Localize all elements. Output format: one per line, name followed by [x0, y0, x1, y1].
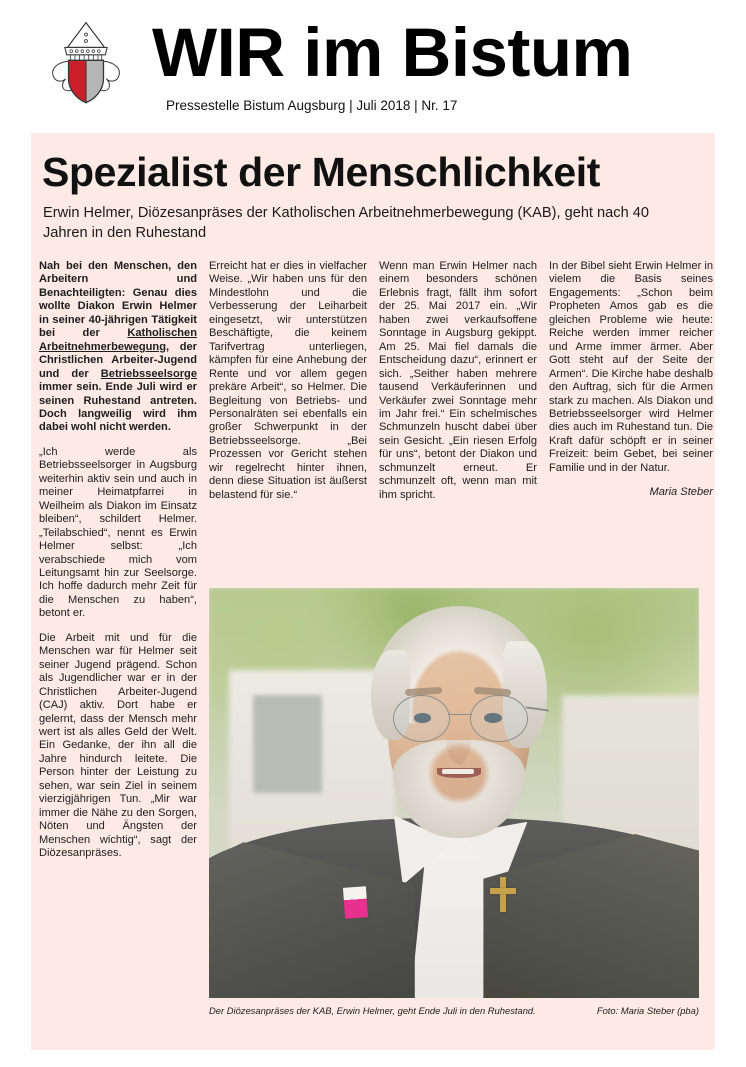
photo-caption: Der Diözesanpräses der KAB, Erwin Helmer, geht Ende Juli in den Ruhestand.	[209, 1004, 536, 1016]
masthead-title: WIR im Bistum	[152, 14, 633, 91]
article-deck: Erwin Helmer, Diözesanpräses der Katholischen Arbeitnehmerbewegung (KAB), geht nach 40 Jahren in den Ruhestand	[43, 205, 649, 241]
body-paragraph: Die Arbeit mit und für die Menschen war für Helmer seit seiner Jugend prägend. Schon als Jugendlicher war er in der Christlichen Arbeiter-Jugend (CAJ) aktiv. Dort habe er gelernt, dass der Mensch mehr wert ist als alles Geld der Welt. Ein Gedanke, der ihn all die Jahre hindurch leitete. Die Person hinter der Leistung zu sehen, war sein Ziel in seinem vierzigjährigen Tun. „Mir war immer die Nähe zu den Sorgen, Nöten und Ängsten der Menschen wichtig“, sagt der Diözesanpräses.	[39, 631, 197, 860]
author-byline: Maria Steber	[649, 486, 713, 499]
body-paragraph: In der Bibel sieht Erwin Helmer in vielem die Basis seines Engagements: „Schon beim Propheten Amos gab es die gleichen Probleme wie heute: Reiche werden immer reicher und Arme immer ärmer. Aber Gott steht auf der Seite der Armen“. Die Kirche habe deshalb den Auftrag, sich für die Armen stark zu machen. Als Diakon und Betriebsseelsorger wird Helmer dies auch im Ruhestand tun. Die Kraft dafür schöpft er in seiner Freizeit: beim Gebet, bei seiner Familie und in der Natur.	[549, 260, 714, 474]
lead-text-2: , der Christlichen Arbeiter-Jugend und der	[39, 340, 197, 380]
glasses-lens-left	[393, 695, 450, 742]
lead-text-3: immer sein. Ende Juli wird er seinen Ruhestand antreten. Doch langweilig wird ihm dabei wohl nicht werden.	[39, 381, 197, 434]
lead-paragraph	[39, 260, 197, 435]
body-paragraph: „Ich werde als Betriebsseelsorger in Augsburg weiterhin aktiv sein und auch in meiner Heimatpfarrei in Weilheim als Diakon im Einsatz bleiben“, schildert Helmer. „Teilabschied“, nennt es Erwin Helmer selbst: „Ich verabschiede mich vom Leitungsamt hin zur Seelsorge. Ich hoffe dadurch mehr Zeit für die Menschen zu haben“, betont er.	[39, 445, 197, 620]
article-panel	[31, 133, 715, 1050]
lead-text-1: Nah bei den Menschen, den Arbeitern und Benachteiligten: Genau dies wollte Diakon Erwin Helmer in seiner 40-jährigen Tätigkeit bei der	[39, 260, 197, 340]
glasses-lens-right	[470, 695, 527, 742]
link-kab[interactable]: Katholischen Arbeitnehmerbewegung	[39, 327, 197, 353]
photo-teeth	[442, 769, 474, 774]
glasses-bridge	[448, 714, 472, 716]
article-headline: Spezialist der Menschlichkeit	[42, 149, 601, 195]
glasses-icon	[393, 695, 528, 740]
cross-pin-icon	[490, 877, 515, 912]
article-figure	[209, 588, 699, 1019]
photo-credit: Foto: Maria Steber (pba)	[596, 1004, 699, 1016]
photo-window	[253, 695, 322, 793]
link-betriebsseelsorge[interactable]: Betriebsseelsorge	[100, 367, 197, 380]
bishop-coat-of-arms-icon	[40, 18, 132, 110]
article-column-1	[39, 260, 197, 871]
portrait-photo	[209, 588, 699, 998]
body-paragraph: Wenn man Erwin Helmer nach einem besonders schönen Erlebnis fragt, fällt ihm sofort der 25. Mai 2017 ein. „Wir haben zwei verkaufsoffene Sonntage in Augsburg gekippt. Am 25. Mai fiel damals die Entscheidung dazu“, erinnert er sich. „Seither haben mehrere tausend Verkäuferinnen und Verkäufer zwei Sonntage mehr im Jahr frei.“ Ein schelmisches Schmunzeln huscht dabei über sein Gesicht. „Ein riesen Erfolg für uns“, betont der Diakon und schmunzelt erneut. Er schmunzelt oft, wenn man mit ihm spricht.	[379, 260, 537, 501]
pink-lapel-badge-icon	[343, 887, 368, 919]
masthead-subtitle: Pressestelle Bistum Augsburg | Juli 2018 | Nr. 17	[166, 98, 458, 113]
photo-caption-bar	[209, 998, 699, 1019]
masthead	[0, 0, 746, 133]
body-paragraph: Erreicht hat er dies in vielfacher Weise. „Wir haben uns für den Mindestlohn und die Verbesserung der Leiharbeit eingesetzt, wir unterstützen Beschäftigte, die keinem Tarifvertrag unterliegen, kämpfen für eine Anhebung der Rente und vor allem gegen prekäre Arbeit“, so Helmer. Die Begleitung von Betriebs- und Personalräten sei ebenfalls ein großer Schwerpunkt in der Betriebsseelsorge. „Bei Prozessen vor Gericht stehen wir regelrecht hinter ihnen, denn diese Situation ist äußerst belastend für sie.“	[209, 260, 367, 501]
